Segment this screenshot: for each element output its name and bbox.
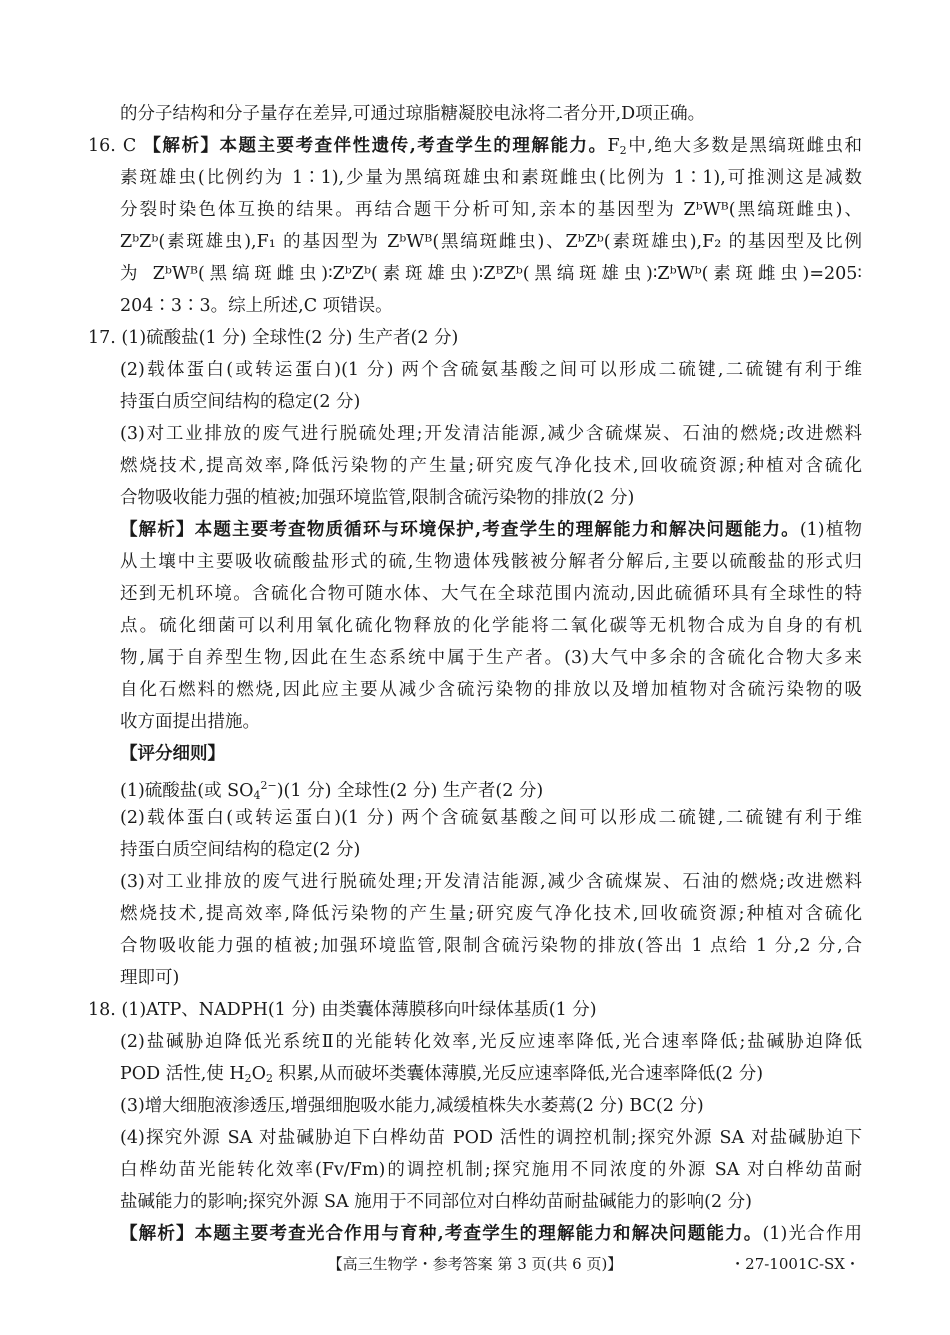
subscript: 2 [244, 1072, 252, 1085]
text-span: (1)光合作用 [762, 1224, 862, 1244]
analysis-heading: 【解析】本题主要考查伴性遗传,考查学生的理解能力。 [143, 136, 608, 156]
text-line: (4)探究外源 SA 对盐碱胁迫下白桦幼苗 POD 活性的调控机制;探究外源 SA 对盐碱胁迫下 [120, 1128, 862, 1148]
text-line: 盐碱能力的影响;探究外源 SA 施用于不同部位对白桦幼苗耐盐碱能力的影响(2 分) [120, 1192, 752, 1212]
text-line: 理即可) [120, 968, 180, 988]
scoring-heading: 【评分细则】 [120, 744, 225, 764]
text-line: 204∶3∶3。综上所述,C 项错误。 [120, 296, 393, 316]
text-line: (3)对工业排放的废气进行脱硫处理;开发清洁能源,减少含硫煤炭、石油的燃烧;改进燃料 [120, 424, 862, 444]
text-span: F [607, 136, 620, 156]
text-line: (2)载体蛋白(或转运蛋白)(1 分) 两个含硫氨基酸之间可以形成二硫键,二硫键有利于维 [120, 808, 862, 828]
footer-code: ・27-1001C-SX・ [730, 1255, 860, 1273]
text-line: 合物吸收能力强的植被;加强环境监管,限制含硫污染物的排放(2 分) [120, 488, 635, 508]
footer-title: 【高三生物学・参考答案 第 3 页(共 6 页)】 [327, 1255, 623, 1273]
text-span: 中,绝大多数是黑缟斑雌虫和 [626, 136, 862, 156]
text-line: (2)盐碱胁迫降低光系统Ⅱ的光能转化效率,光反应速率降低,光合速率降低;盐碱胁迫降低 [120, 1032, 862, 1052]
text-line: 点。硫化细菌可以利用氧化硫化物释放的化学能将二氧化碳等无机物合成为自身的有机 [120, 616, 862, 636]
text-line: 合物吸收能力强的植被;加强环境监管,限制含硫污染物的排放(答出 1 点给 1 分,2 分,合 [120, 936, 862, 956]
text-line: 燃烧技术,提高效率,降低污染物的产生量;研究废气净化技术,回收硫资源;种植对含硫化 [120, 456, 862, 476]
text-line: 收方面提出措施。 [120, 712, 260, 732]
analysis-heading: 【解析】本题主要考查物质循环与环境保护,考查学生的理解能力和解决问题能力。 [120, 520, 800, 540]
text-span: )(1 分) 全球性(2 分) 生产者(2 分) [276, 781, 544, 801]
text-line: 还到无机环境。含硫化合物可随水体、大气在全球范围内流动,因此硫循环具有全球性的特 [120, 584, 862, 604]
text-span: (1)硫酸盐(或 SO [120, 781, 254, 801]
text-line: ZᵇZᵇ(素斑雄虫),F₁ 的基因型为 ZᵇWᴮ(黑缟斑雌虫)、ZᵇZᵇ(素斑雄虫),F₂ 的基因型及比例 [120, 232, 862, 252]
text-span: POD 活性,使 H [120, 1064, 245, 1084]
text-line: 持蛋白质空间结构的稳定(2 分) [120, 840, 361, 860]
analysis-line [120, 514, 862, 546]
subscript: 2 [265, 1072, 273, 1085]
text-line: 物,属于自养型生物,因此在生态系统中属于生产者。(3)大气中多余的含硫化合物大多来 [120, 648, 862, 668]
text-span: O [251, 1064, 266, 1084]
text-span: (1)植物 [799, 520, 862, 540]
text-line: 自化石燃料的燃烧,因此应主要从减少含硫污染物的排放以及增加植物对含硫污染物的吸 [120, 680, 862, 700]
text-line: (2)载体蛋白(或转运蛋白)(1 分) 两个含硫氨基酸之间可以形成二硫键,二硫键有利于维 [120, 360, 862, 380]
text-line: 从土壤中主要吸收硫酸盐形式的硫,生物遗体残骸被分解者分解后,主要以硫酸盐的形式归 [120, 552, 862, 572]
text-line: 分裂时染色体互换的结果。再结合题干分析可知,亲本的基因型为 ZᵇWᴮ(黑缟斑雌虫)、 [120, 200, 862, 220]
subscript: 2 [619, 144, 627, 157]
analysis-heading: 【解析】本题主要考查光合作用与育种,考查学生的理解能力和解决问题能力。 [120, 1224, 763, 1244]
question-18-line: 18. (1)ATP、NADPH(1 分) 由类囊体薄膜移向叶绿体基质(1 分) [88, 1000, 597, 1020]
question-17-line: 17. (1)硫酸盐(1 分) 全球性(2 分) 生产者(2 分) [88, 328, 459, 348]
text-line: 白桦幼苗光能转化效率(Fv/Fm)的调控机制;探究施用不同浓度的外源 SA 对白桦幼苗耐 [120, 1160, 862, 1180]
question-number: 16. C [88, 136, 137, 156]
text-line: 的分子结构和分子量存在差异,可通过琼脂糖凝胶电泳将二者分开,D项正确。 [120, 104, 706, 124]
text-line: 为 ZᵇWᴮ(黑缟斑雌虫)∶ZᵇZᵇ(素斑雄虫)∶ZᴮZᵇ(黑缟斑雄虫)∶ZᵇWᵇ(素斑雌虫)=205∶ [120, 264, 862, 284]
subscript: 4 [253, 789, 261, 802]
text-line: (3)对工业排放的废气进行脱硫处理;开发清洁能源,减少含硫煤炭、石油的燃烧;改进燃料 [120, 872, 862, 892]
superscript: 2− [260, 779, 277, 792]
text-line: 持蛋白质空间结构的稳定(2 分) [120, 392, 361, 412]
text-span: 积累,从而破坏类囊体薄膜,光反应速率降低,光合速率降低(2 分) [272, 1064, 764, 1084]
text-line: (3)增大细胞液渗透压,增强细胞吸水能力,减缓植株失水萎蔫(2 分) BC(2 分) [120, 1096, 704, 1116]
text-line: 素斑雄虫(比例约为 1∶1),少量为黑缟斑雄虫和素斑雌虫(比例为 1∶1),可推测这是减数 [120, 168, 862, 188]
text-line: 燃烧技术,提高效率,降低污染物的产生量;研究废气净化技术,回收硫资源;种植对含硫化 [120, 904, 862, 924]
analysis-line [120, 1218, 862, 1250]
